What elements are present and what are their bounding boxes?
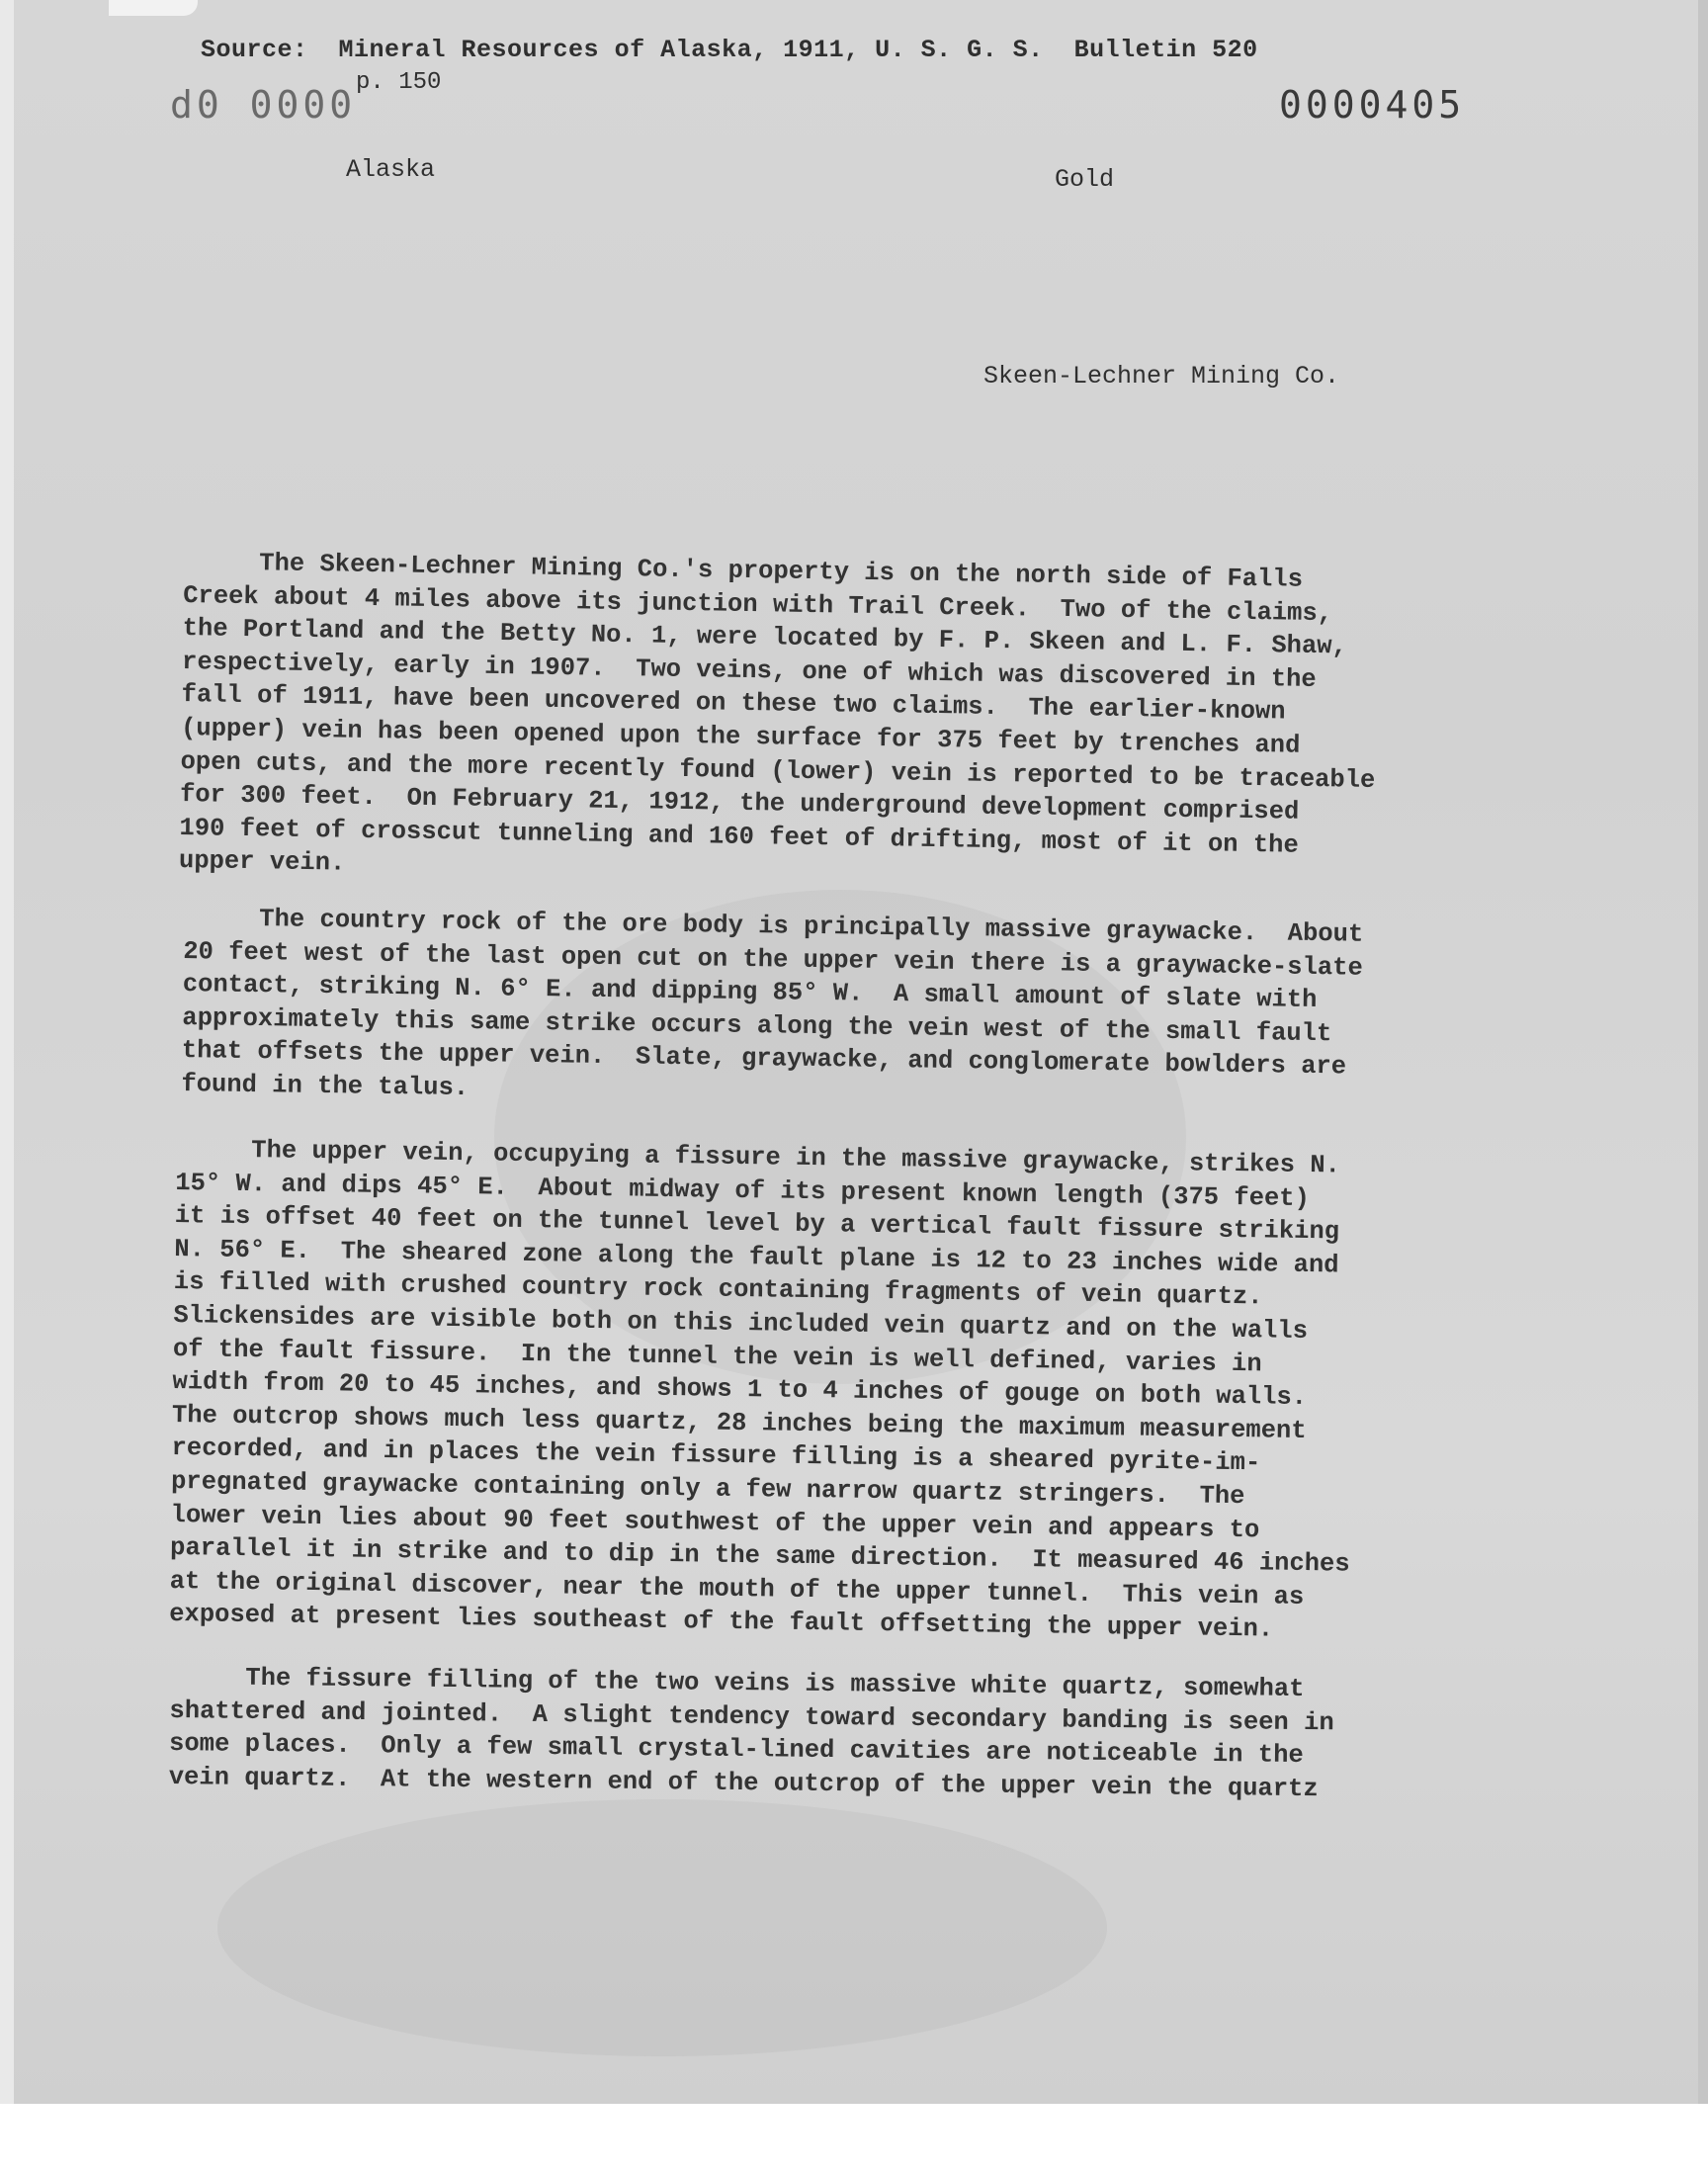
bottom-margin bbox=[0, 2104, 1708, 2175]
company-title: Skeen-Lechner Mining Co. bbox=[983, 362, 1340, 391]
state-label: Alaska bbox=[346, 155, 436, 184]
source-citation: Source: Mineral Resources of Alaska, 1911, U. S. G. S. Bulletin 520 bbox=[201, 36, 1258, 64]
page-right-edge bbox=[1698, 0, 1708, 2104]
paragraph-upper-vein: The upper vein, occupying a fissure in the massive graywacke, strikes N. 15° W. and dips 45° E. About midway of its present known length (375 feet) it is offset 40 feet on the tunnel level by a vertical fault fissure striking N. 56° E. The sheared zone along the fault plane is 12 to 23 inches wide and is filled with crushed country rock containing fragments of vein quartz. Slickensides are visible both on this included vein quartz and on the walls of the fault fissure. In the tunnel the vein is well defined, varies in width from 20 to 45 inches, and shows 1 to 4 inches of gouge on both walls. The outcrop shows much less quartz, 28 inches being the maximum measurement recorded, and in places the vein fissure filling is a sheared pyrite-im- pregnated graywacke containing only a few narrow quartz stringers. The lower vein lies about 90 feet southwest of the upper vein and appears to parallel it in strike and to dip in the same direction. It measured 46 inches at the original discover, near the mouth of the upper tunnel. This vein as exposed at present lies southeast of the fault offsetting the upper vein. bbox=[169, 1134, 1350, 1644]
page-left-edge bbox=[0, 0, 14, 2104]
paragraph-fissure-filling: The fissure filling of the two veins is massive white quartz, somewhat shattered and jointed. A slight tendency toward secondary banding is seen in some places. Only a few small crystal-lined cavities are noticeable in the vein quartz. At the western end of the outcrop of the upper vein the quartz bbox=[168, 1662, 1334, 1803]
commodity-label: Gold bbox=[1055, 165, 1115, 194]
document-number-stamp-right: 0000405 bbox=[1279, 83, 1466, 127]
paragraph-property: The Skeen-Lechner Mining Co.'s property is on the north side of Falls Creek about 4 miles above its junction with Trail Creek. Two of the claims, the Portland and the Betty No. 1, were located by F. P. Skeen and L. F. Shaw, respectively, early in 1907. Two veins, one of which was discovered in the fall of 1911, have been uncovered on these two claims. The earlier-known (upper) vein has been opened upon the surface for 375 feet by trenches and open cuts, and the more recently found (lower) vein is reported to be traceable for 300 feet. On February 21, 1912, the underground development comprised 190 feet of crosscut tunneling and 160 feet of drifting, most of it on the upper vein. bbox=[178, 547, 1376, 878]
scan-smudge bbox=[217, 1799, 1107, 2056]
paragraph-country-rock: The country rock of the ore body is principally massive graywacke. About 20 feet west of the last open cut on the upper vein there is a graywacke-slate contact, striking N. 6° E. and dipping 85° W. A small amount of slate with approximately this same strike occurs along the vein west of the small fault that offsets the upper vein. Slate, graywacke, and conglomerate bowlders are found in the talus. bbox=[181, 903, 1364, 1103]
scan-corner-mark bbox=[109, 0, 198, 16]
document-number-stamp-left: d0 0000 bbox=[170, 83, 357, 127]
page-reference: p. 150 bbox=[356, 69, 442, 96]
